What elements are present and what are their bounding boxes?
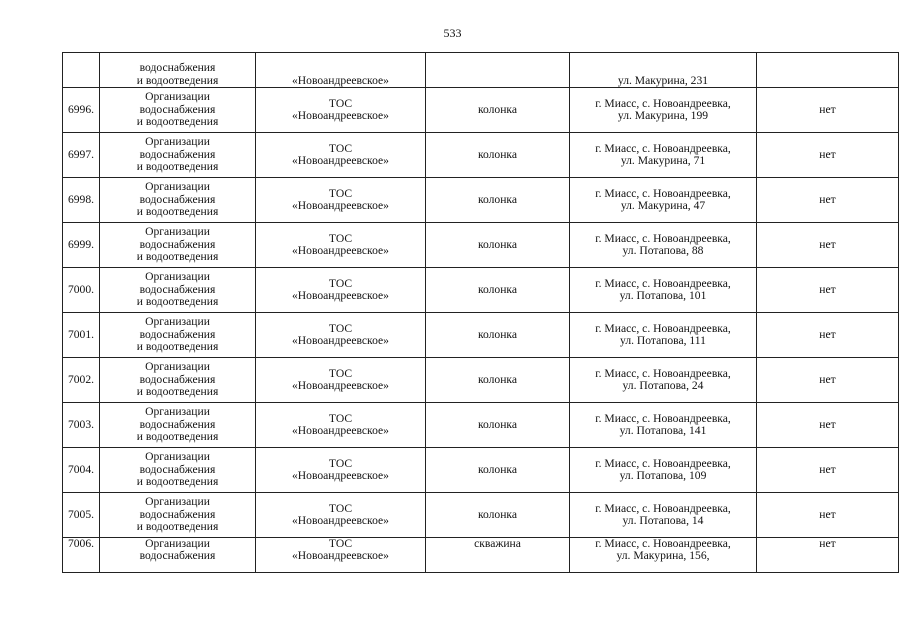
cell-organization-line: водоснабжения bbox=[139, 192, 216, 206]
cell-owner-line: ТОС bbox=[328, 366, 353, 380]
cell-address-line: г. Миасс, с. Новоандреевка, bbox=[595, 321, 731, 335]
table-row bbox=[63, 313, 899, 358]
cell-organization bbox=[100, 88, 256, 133]
cell-number: 6996. bbox=[63, 88, 100, 133]
cell-address bbox=[570, 403, 757, 448]
cell-address-line: ул. Потапова, 88 bbox=[622, 244, 704, 257]
cell-organization-line: Организации bbox=[145, 270, 210, 284]
cell-owner bbox=[256, 88, 426, 133]
cell-status: нет bbox=[757, 448, 899, 493]
cell-source-type: колонка bbox=[426, 403, 570, 448]
cell-organization-line: и водоотведения bbox=[136, 340, 219, 354]
cell-address-line: г. Миасс, с. Новоандреевка, bbox=[595, 411, 731, 425]
cell-owner-line: ТОС bbox=[328, 411, 353, 425]
cell-source-type: колонка bbox=[426, 223, 570, 268]
cell-organization-line: водоснабжения bbox=[139, 61, 216, 75]
cell-status: нет bbox=[757, 493, 899, 538]
cell-owner-line: «Новоандреевское» bbox=[292, 73, 389, 87]
cell-address bbox=[570, 88, 757, 133]
cell-owner-line: ТОС bbox=[328, 537, 353, 550]
cell-organization-line: и водоотведения bbox=[136, 475, 219, 489]
cell-organization-line: Организации bbox=[145, 450, 210, 464]
cell-owner bbox=[256, 538, 426, 573]
cell-source-type bbox=[426, 53, 570, 88]
cell-owner-line: «Новоандреевское» bbox=[292, 469, 389, 482]
cell-organization bbox=[100, 358, 256, 403]
cell-address-line: г. Миасс, с. Новоандреевка, bbox=[595, 96, 731, 110]
cell-owner-line: «Новоандреевское» bbox=[292, 334, 389, 347]
cell-organization-line: Организации bbox=[145, 495, 210, 509]
cell-organization bbox=[100, 538, 256, 573]
cell-address-line: г. Миасс, с. Новоандреевка, bbox=[595, 537, 731, 550]
cell-organization-line: и водоотведения bbox=[136, 115, 219, 129]
cell-owner-line: ТОС bbox=[328, 321, 353, 335]
table-row bbox=[63, 538, 899, 573]
cell-organization-line: Организации bbox=[145, 537, 210, 550]
cell-owner-line: ТОС bbox=[328, 96, 353, 110]
cell-status bbox=[757, 53, 899, 88]
cell-address-line: ул. Макурина, 199 bbox=[617, 109, 709, 122]
cell-number bbox=[63, 53, 100, 88]
cell-address-line: ул. Потапова, 101 bbox=[619, 289, 707, 302]
cell-status: нет bbox=[757, 223, 899, 268]
cell-number: 6998. bbox=[63, 178, 100, 223]
cell-address bbox=[570, 313, 757, 358]
cell-source-type: колонка bbox=[426, 268, 570, 313]
cell-owner bbox=[256, 268, 426, 313]
cell-address bbox=[570, 493, 757, 538]
cell-address bbox=[570, 538, 757, 573]
cell-organization-line: Организации bbox=[145, 405, 210, 419]
cell-address-line: г. Миасс, с. Новоандреевка, bbox=[595, 231, 731, 245]
table-row bbox=[63, 133, 899, 178]
cell-organization-line: и водоотведения bbox=[136, 73, 219, 87]
cell-address bbox=[570, 448, 757, 493]
page-number: 533 bbox=[443, 26, 462, 40]
cell-organization-line: водоснабжения bbox=[139, 147, 216, 161]
cell-organization-line: и водоотведения bbox=[136, 520, 219, 534]
cell-status: нет bbox=[757, 403, 899, 448]
cell-address-line: ул. Макурина, 231 bbox=[617, 73, 709, 87]
cell-organization-line: водоснабжения bbox=[139, 237, 216, 251]
cell-owner bbox=[256, 313, 426, 358]
cell-organization-line: водоснабжения bbox=[139, 462, 216, 476]
cell-organization bbox=[100, 313, 256, 358]
cell-address-line: г. Миасс, с. Новоандреевка, bbox=[595, 456, 731, 470]
cell-address-line: г. Миасс, с. Новоандреевка, bbox=[595, 186, 731, 200]
cell-organization bbox=[100, 223, 256, 268]
cell-address-line: ул. Потапова, 109 bbox=[619, 469, 707, 482]
cell-address bbox=[570, 223, 757, 268]
cell-organization-line: Организации bbox=[145, 90, 210, 104]
cell-number: 7004. bbox=[63, 448, 100, 493]
cell-address-line: ул. Потапова, 24 bbox=[622, 379, 704, 392]
cell-owner bbox=[256, 53, 426, 88]
cell-organization-line: и водоотведения bbox=[136, 205, 219, 219]
cell-organization bbox=[100, 268, 256, 313]
cell-organization-line: и водоотведения bbox=[136, 385, 219, 399]
cell-address-line: г. Миасс, с. Новоандреевка, bbox=[595, 501, 731, 515]
cell-organization-line: и водоотведения bbox=[136, 250, 219, 264]
cell-source-type: колонка bbox=[426, 448, 570, 493]
cell-owner bbox=[256, 403, 426, 448]
cell-status: нет bbox=[757, 313, 899, 358]
cell-owner bbox=[256, 358, 426, 403]
table-row bbox=[63, 448, 899, 493]
cell-organization bbox=[100, 178, 256, 223]
cell-address bbox=[570, 178, 757, 223]
cell-owner bbox=[256, 493, 426, 538]
cell-organization-line: водоснабжения bbox=[139, 327, 216, 341]
cell-address-line: ул. Потапова, 14 bbox=[622, 514, 704, 527]
cell-organization-line: водоснабжения bbox=[139, 417, 216, 431]
cell-address-line: г. Миасс, с. Новоандреевка, bbox=[595, 366, 731, 380]
table-row bbox=[63, 268, 899, 313]
cell-owner-line: «Новоандреевское» bbox=[292, 289, 389, 302]
cell-owner-line: ТОС bbox=[328, 231, 353, 245]
cell-number: 7006. bbox=[63, 538, 100, 573]
cell-address-line: ул. Макурина, 156, bbox=[616, 549, 710, 563]
table-row bbox=[63, 493, 899, 538]
table-row bbox=[63, 178, 899, 223]
cell-owner-line: «Новоандреевское» bbox=[292, 199, 389, 212]
table-row bbox=[63, 403, 899, 448]
cell-owner bbox=[256, 448, 426, 493]
cell-status: нет bbox=[757, 88, 899, 133]
cell-organization-line: водоснабжения bbox=[139, 102, 216, 116]
cell-source-type: скважина bbox=[426, 538, 570, 573]
cell-address-line: ул. Макурина, 71 bbox=[620, 154, 706, 167]
cell-address bbox=[570, 53, 757, 88]
table-row bbox=[63, 223, 899, 268]
cell-owner-line: «Новоандреевское» bbox=[292, 379, 389, 392]
cell-number: 6997. bbox=[63, 133, 100, 178]
cell-owner-line: ТОС bbox=[328, 456, 353, 470]
cell-source-type: колонка bbox=[426, 358, 570, 403]
cell-source-type: колонка bbox=[426, 178, 570, 223]
cell-owner-line: «Новоандреевское» bbox=[292, 244, 389, 257]
cell-source-type: колонка bbox=[426, 88, 570, 133]
registry-table-body bbox=[63, 53, 899, 573]
cell-status: нет bbox=[757, 358, 899, 403]
cell-address-line: ул. Потапова, 111 bbox=[620, 334, 706, 347]
cell-organization bbox=[100, 133, 256, 178]
cell-number: 7001. bbox=[63, 313, 100, 358]
cell-owner-line: «Новоандреевское» bbox=[292, 109, 389, 122]
cell-organization-line: водоснабжения bbox=[139, 372, 216, 386]
cell-organization-line: Организации bbox=[145, 315, 210, 329]
registry-table bbox=[62, 52, 899, 573]
cell-number: 7000. bbox=[63, 268, 100, 313]
cell-owner bbox=[256, 133, 426, 178]
cell-status: нет bbox=[757, 178, 899, 223]
cell-owner-line: ТОС bbox=[328, 501, 353, 515]
cell-owner bbox=[256, 178, 426, 223]
cell-owner-line: «Новоандреевское» bbox=[292, 549, 389, 563]
cell-owner-line: «Новоандреевское» bbox=[292, 154, 389, 167]
cell-number: 7003. bbox=[63, 403, 100, 448]
cell-organization bbox=[100, 493, 256, 538]
cell-number: 7002. bbox=[63, 358, 100, 403]
cell-address-line: ул. Макурина, 47 bbox=[620, 199, 706, 212]
cell-address bbox=[570, 133, 757, 178]
cell-source-type: колонка bbox=[426, 133, 570, 178]
cell-address-line: г. Миасс, с. Новоандреевка, bbox=[595, 141, 731, 155]
cell-organization-line: Организации bbox=[145, 225, 210, 239]
cell-status: нет bbox=[757, 268, 899, 313]
cell-organization-line: водоснабжения bbox=[139, 282, 216, 296]
cell-organization bbox=[100, 448, 256, 493]
cell-address-line: ул. Потапова, 141 bbox=[619, 424, 707, 437]
cell-organization bbox=[100, 403, 256, 448]
cell-status: нет bbox=[757, 133, 899, 178]
cell-organization-line: и водоотведения bbox=[136, 295, 219, 309]
cell-address bbox=[570, 268, 757, 313]
cell-organization-line: водоснабжения bbox=[139, 507, 216, 521]
cell-owner-line: ТОС bbox=[328, 186, 353, 200]
cell-owner-line: «Новоандреевское» bbox=[292, 514, 389, 527]
cell-organization-line: Организации bbox=[145, 180, 210, 194]
cell-organization-line: Организации bbox=[145, 360, 210, 374]
cell-owner-line: «Новоандреевское» bbox=[292, 424, 389, 437]
cell-source-type: колонка bbox=[426, 313, 570, 358]
cell-number: 6999. bbox=[63, 223, 100, 268]
cell-organization-line: водоснабжения bbox=[139, 549, 216, 563]
cell-number: 7005. bbox=[63, 493, 100, 538]
cell-owner-line: ТОС bbox=[328, 141, 353, 155]
cell-address bbox=[570, 358, 757, 403]
table-row bbox=[63, 53, 899, 88]
cell-organization bbox=[100, 53, 256, 88]
cell-owner-line: ТОС bbox=[328, 276, 353, 290]
cell-status: нет bbox=[757, 538, 899, 573]
cell-organization-line: и водоотведения bbox=[136, 160, 219, 174]
cell-organization-line: и водоотведения bbox=[136, 430, 219, 444]
cell-owner bbox=[256, 223, 426, 268]
table-row bbox=[63, 358, 899, 403]
cell-source-type: колонка bbox=[426, 493, 570, 538]
table-row bbox=[63, 88, 899, 133]
cell-organization-line: Организации bbox=[145, 135, 210, 149]
cell-address-line: г. Миасс, с. Новоандреевка, bbox=[595, 276, 731, 290]
